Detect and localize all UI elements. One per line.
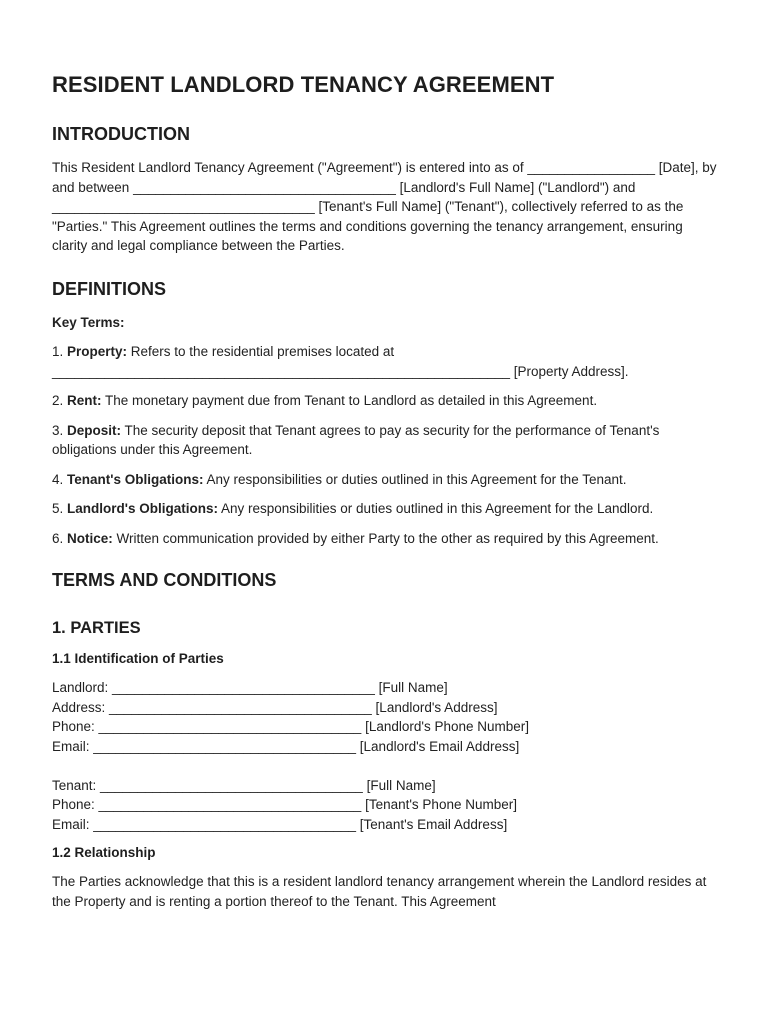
- relationship-heading: 1.2 Relationship: [52, 845, 156, 860]
- definitions-heading: DEFINITIONS: [52, 278, 167, 299]
- document-page: [52, 70, 720, 911]
- definition-tenant-obligations: [52, 470, 720, 490]
- introduction-paragraph: This Resident Landlord Tenancy Agreement ("Agreement") is entered into as of _________________ [Date], by and between ___________________________________ [Landlord's Full Name] ("Landlord") and ___________________________________ [Tenant's Full Name] ("Tenant"), collectively referred to as the "Parties." This Agreement outlines the terms and conditions governing the tenancy arrangement, ensuring clarity and legal compliance between the Parties.: [52, 160, 717, 253]
- landlord-phone-line: Phone: ___________________________________ [Landlord's Phone Number]: [52, 719, 529, 734]
- tenant-name-line: Tenant: ___________________________________ [Full Name]: [52, 777, 436, 793]
- definition-notice: [52, 529, 720, 549]
- introduction-heading: INTRODUCTION: [52, 124, 190, 144]
- document-title: RESIDENT LANDLORD TENANCY AGREEMENT: [52, 72, 555, 97]
- tenant-email-line: Email: ___________________________________ [Tenant's Email Address]: [52, 816, 508, 832]
- definition-number: 2.: [52, 393, 68, 408]
- tenant-details: [52, 776, 720, 835]
- definition-term: Deposit:: [67, 422, 122, 438]
- relationship-paragraph: The Parties acknowledge that this is a resident landlord tenancy arrangement wherein the Landlord resides at the Property and is renting a portion thereof to the Tenant. This Agreement: [52, 874, 707, 909]
- definition-text: Refers to the residential premises located at _____________________________________________________________ [Property Address].: [52, 344, 629, 379]
- definition-term: Notice:: [67, 530, 113, 546]
- definition-text: The security deposit that Tenant agrees to pay as security for the performance of Tenant's obligations under this Agreement.: [52, 422, 660, 457]
- landlord-name-line: Landlord: ___________________________________ [Full Name]: [52, 680, 448, 695]
- definition-number: 6.: [52, 530, 68, 546]
- key-terms-label: Key Terms:: [52, 314, 125, 330]
- definition-term: Landlord's Obligations:: [67, 501, 218, 516]
- definition-property: [52, 342, 720, 381]
- definition-number: 5.: [52, 501, 68, 516]
- tenant-phone-line: Phone: ___________________________________ [Tenant's Phone Number]: [52, 797, 517, 812]
- definition-text: Any responsibilities or duties outlined in this Agreement for the Landlord.: [217, 501, 654, 516]
- landlord-address-line: Address: ___________________________________ [Landlord's Address]: [52, 699, 498, 715]
- definition-term: Rent:: [67, 393, 102, 408]
- landlord-email-line: Email: ___________________________________ [Landlord's Email Address]: [52, 738, 520, 754]
- parties-heading: 1. PARTIES: [52, 619, 141, 637]
- definition-text: The monetary payment due from Tenant to Landlord as detailed in this Agreement.: [101, 393, 598, 408]
- definition-number: 1.: [52, 344, 68, 359]
- landlord-details: [52, 678, 720, 756]
- definition-number: 3.: [52, 422, 68, 438]
- definition-text: Written communication provided by either Party to the other as required by this Agreement.: [112, 530, 659, 546]
- definition-term: Tenant's Obligations:: [67, 471, 204, 487]
- definition-rent: [52, 391, 720, 411]
- definition-term: Property:: [67, 344, 128, 359]
- identification-heading: 1.1 Identification of Parties: [52, 651, 224, 666]
- definition-number: 4.: [52, 471, 68, 487]
- definition-text: Any responsibilities or duties outlined in this Agreement for the Tenant.: [203, 471, 627, 487]
- terms-heading: TERMS AND CONDITIONS: [52, 570, 277, 590]
- definition-deposit: [52, 421, 720, 460]
- definition-landlord-obligations: [52, 499, 720, 519]
